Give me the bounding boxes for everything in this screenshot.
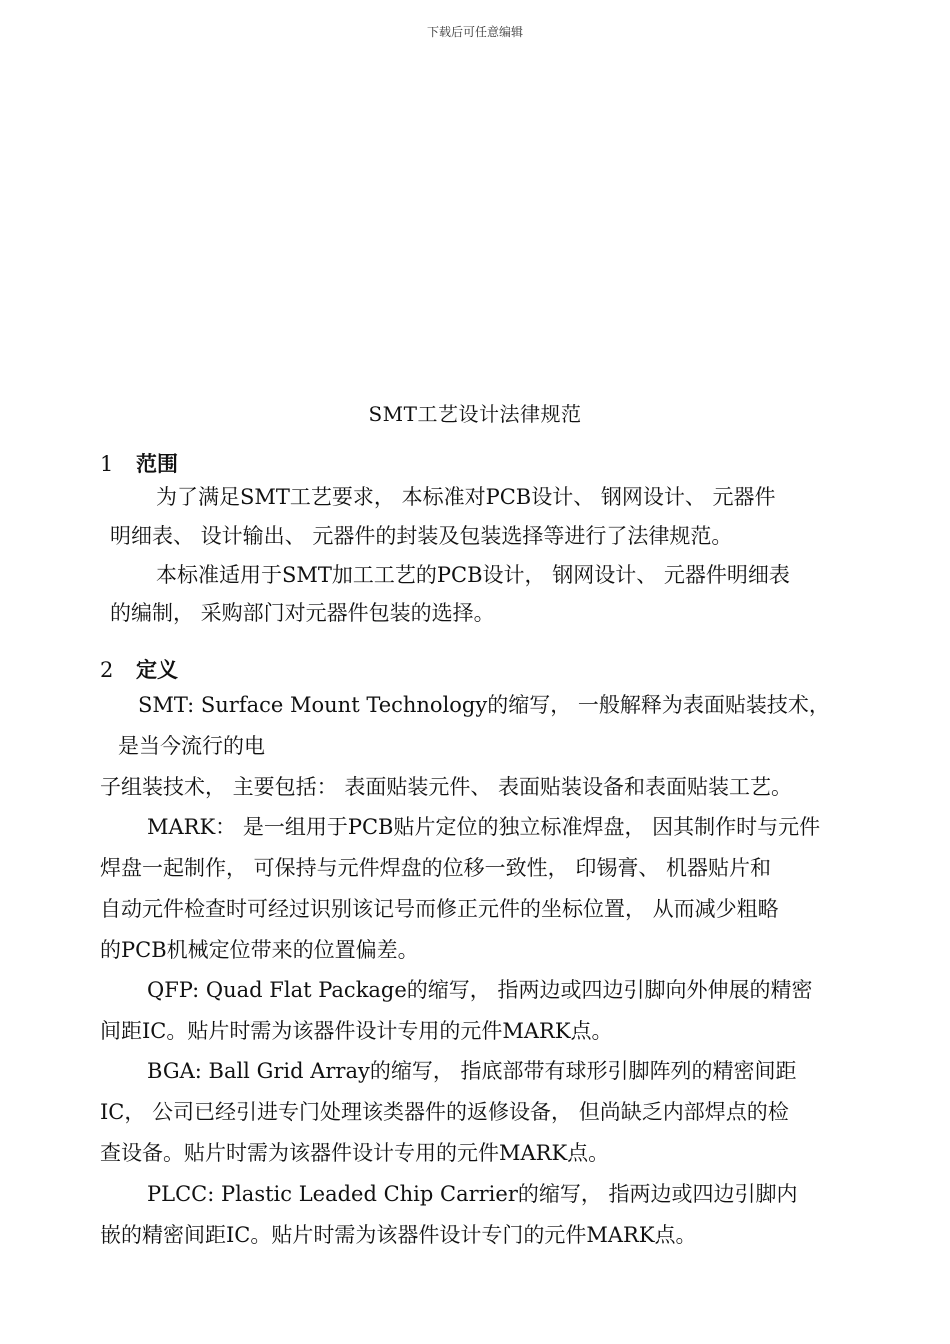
definition-line: 焊盘一起制作， 可保持与元件焊盘的位移一致性， 印锡膏、 机器贴片和 (100, 856, 772, 880)
definition-line: MARK： 是一组用于PCB贴片定位的独立标准焊盘， 因其制作时与元件 (147, 815, 821, 839)
section-2-heading (100, 654, 178, 684)
definition-line: 子组装技术， 主要包括： 表面贴装元件、 表面贴装设备和表面贴装工艺。 (100, 775, 793, 799)
definition-line: 嵌的精密间距IC。贴片时需为该器件设计专门的元件MARK点。 (100, 1223, 697, 1247)
definition-line: 自动元件检查时可经过识别该记号而修正元件的坐标位置， 从而减少粗略 (100, 897, 779, 921)
section-1-number: 1 (100, 452, 114, 476)
document-title: SMT工艺设计法律规范 (368, 402, 582, 426)
definition-line: QFP: Quad Flat Package的缩写， 指两边或四边引脚向外伸展的精密 (147, 978, 813, 1002)
section-1-title: 范围 (136, 452, 178, 476)
definition-line: IC， 公司已经引进专门处理该类器件的返修设备， 但尚缺乏内部焊点的检 (100, 1100, 789, 1124)
section-2-title: 定义 (136, 658, 178, 682)
definition-line: 是当今流行的电 (118, 734, 265, 758)
definition-line: 的PCB机械定位带来的位置偏差。 (100, 938, 419, 962)
paragraph-line: 的编制， 采购部门对元器件包装的选择。 (110, 601, 495, 625)
definition-line: SMT: Surface Mount Technology的缩写， 一般解释为表面贴装技术， (138, 693, 830, 717)
definition-line: PLCC: Plastic Leaded Chip Carrier的缩写， 指两边或四边引脚内 (147, 1182, 798, 1206)
definition-line: 查设备。贴片时需为该器件设计专用的元件MARK点。 (100, 1141, 610, 1165)
paragraph-line: 本标准适用于SMT加工工艺的PCB设计， 钢网设计、 元器件明细表 (156, 563, 790, 587)
page-header: 下载后可任意编辑 (426, 25, 523, 39)
paragraph-line: 为了满足SMT工艺要求， 本标准对PCB设计、 钢网设计、 元器件 (156, 485, 776, 509)
section-1-heading (100, 448, 178, 478)
definition-line: 间距IC。贴片时需为该器件设计专用的元件MARK点。 (100, 1019, 613, 1043)
definition-line: BGA: Ball Grid Array的缩写， 指底部带有球形引脚阵列的精密间距 (147, 1059, 797, 1083)
section-2-number: 2 (100, 658, 114, 682)
paragraph-line: 明细表、 设计输出、 元器件的封装及包装选择等进行了法律规范。 (110, 524, 733, 548)
